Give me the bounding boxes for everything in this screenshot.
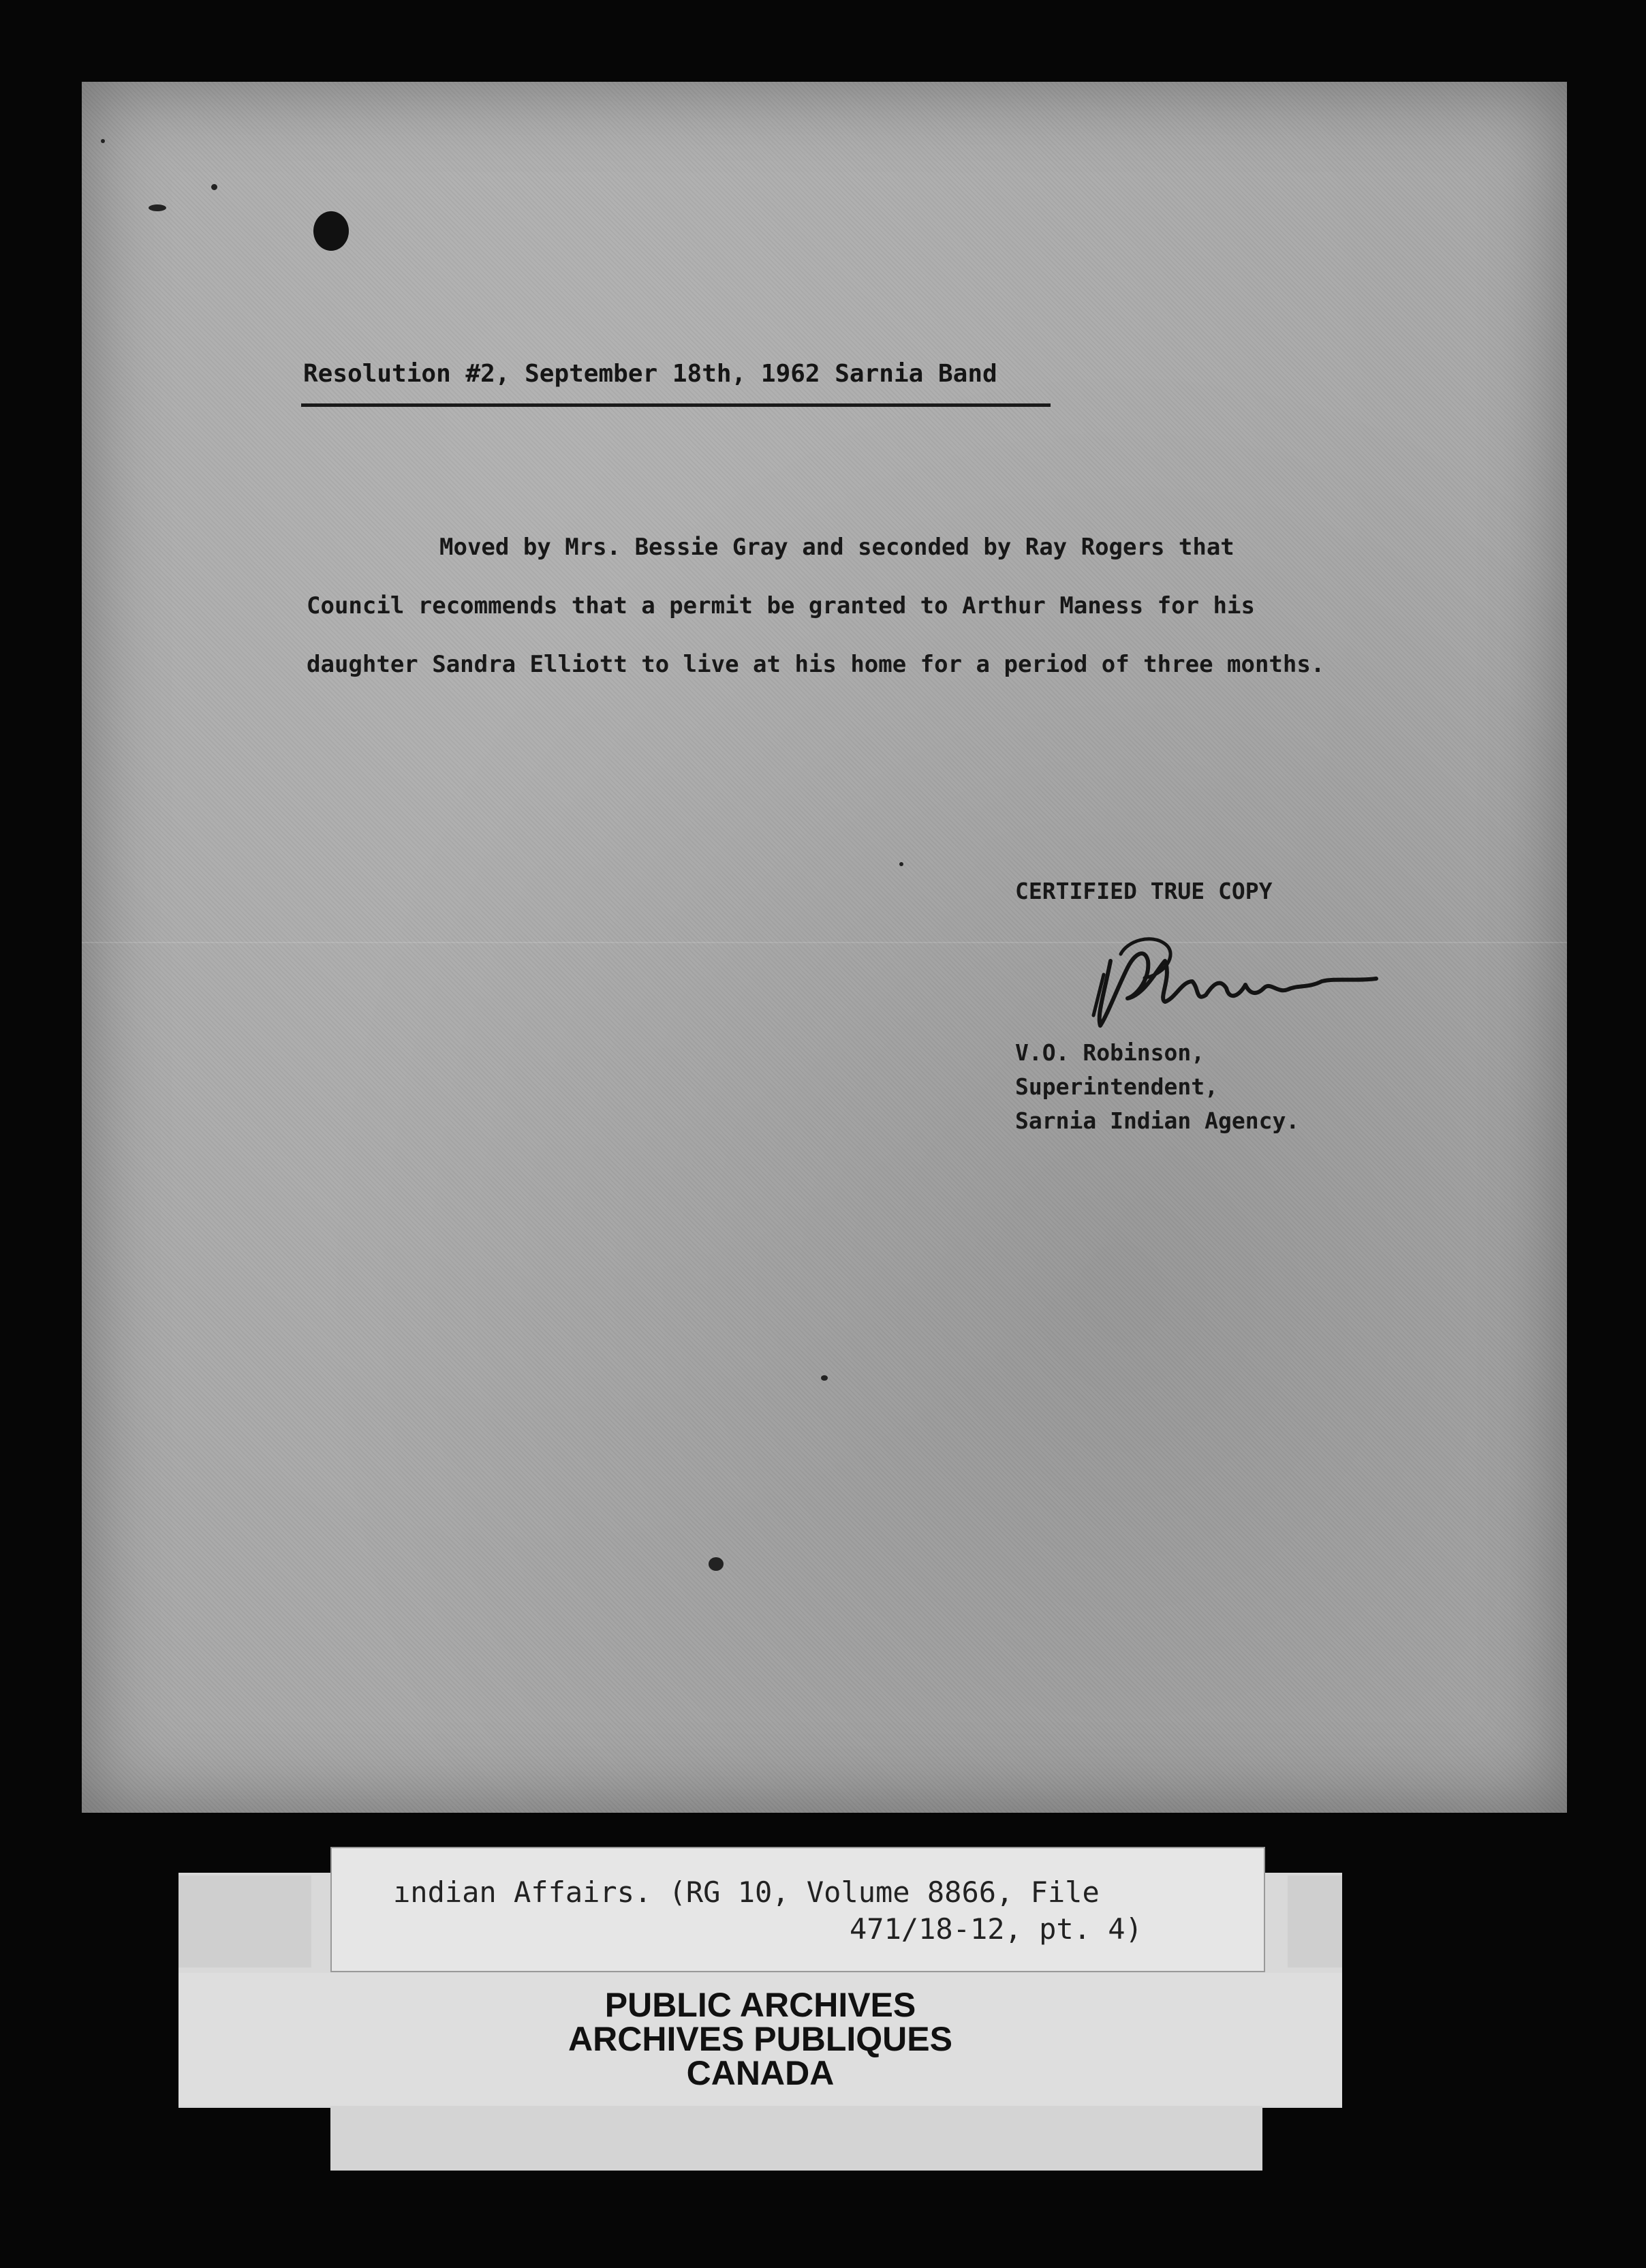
reference-text bbox=[393, 1874, 1143, 1948]
ink-speck bbox=[101, 139, 105, 143]
signatory-office: Sarnia Indian Agency. bbox=[1015, 1107, 1300, 1134]
resolution-body bbox=[307, 518, 1567, 694]
resolution-heading: Resolution #2, September 18th, 1962 Sarnia Band bbox=[303, 360, 997, 388]
heading-underline bbox=[301, 403, 1051, 407]
certification-stamp: CERTIFIED TRUE COPY bbox=[1015, 878, 1273, 904]
document-page bbox=[82, 82, 1567, 1813]
body-line: Council recommends that a permit be granted to Arthur Maness for his bbox=[307, 592, 1255, 619]
ink-speck bbox=[211, 184, 217, 190]
body-line: daughter Sandra Elliott to live at his home for a period of three months. bbox=[307, 651, 1325, 678]
archive-institution-card bbox=[178, 1973, 1342, 2106]
institution-line: CANADA bbox=[686, 2054, 835, 2092]
ink-speck bbox=[709, 1557, 724, 1571]
ink-speck bbox=[149, 204, 166, 211]
institution-line: PUBLIC ARCHIVES bbox=[604, 1986, 916, 2024]
reference-line: 471/18-12, pt. 4) bbox=[850, 1912, 1143, 1946]
signatory-block bbox=[1015, 1036, 1299, 1138]
ink-blot bbox=[313, 211, 349, 251]
institution-line: ARCHIVES PUBLIQUES bbox=[568, 2020, 952, 2058]
ink-speck bbox=[821, 1375, 828, 1381]
ink-speck bbox=[899, 862, 903, 866]
reference-card bbox=[330, 1847, 1265, 1972]
body-line: Moved by Mrs. Bessie Gray and seconded by Ray Rogers that bbox=[439, 534, 1234, 561]
signatory-title: Superintendent, bbox=[1015, 1073, 1219, 1100]
signatory-name: V.O. Robinson, bbox=[1015, 1039, 1205, 1066]
archive-institution bbox=[178, 1988, 1342, 2090]
label-tab bbox=[178, 1875, 311, 1967]
handwritten-signature bbox=[1063, 913, 1444, 1049]
label-bottom-edge bbox=[330, 2106, 1262, 2171]
reference-line: ındian Affairs. (RG 10, Volume 8866, File bbox=[393, 1875, 1100, 1909]
label-tab bbox=[1288, 1875, 1342, 1967]
